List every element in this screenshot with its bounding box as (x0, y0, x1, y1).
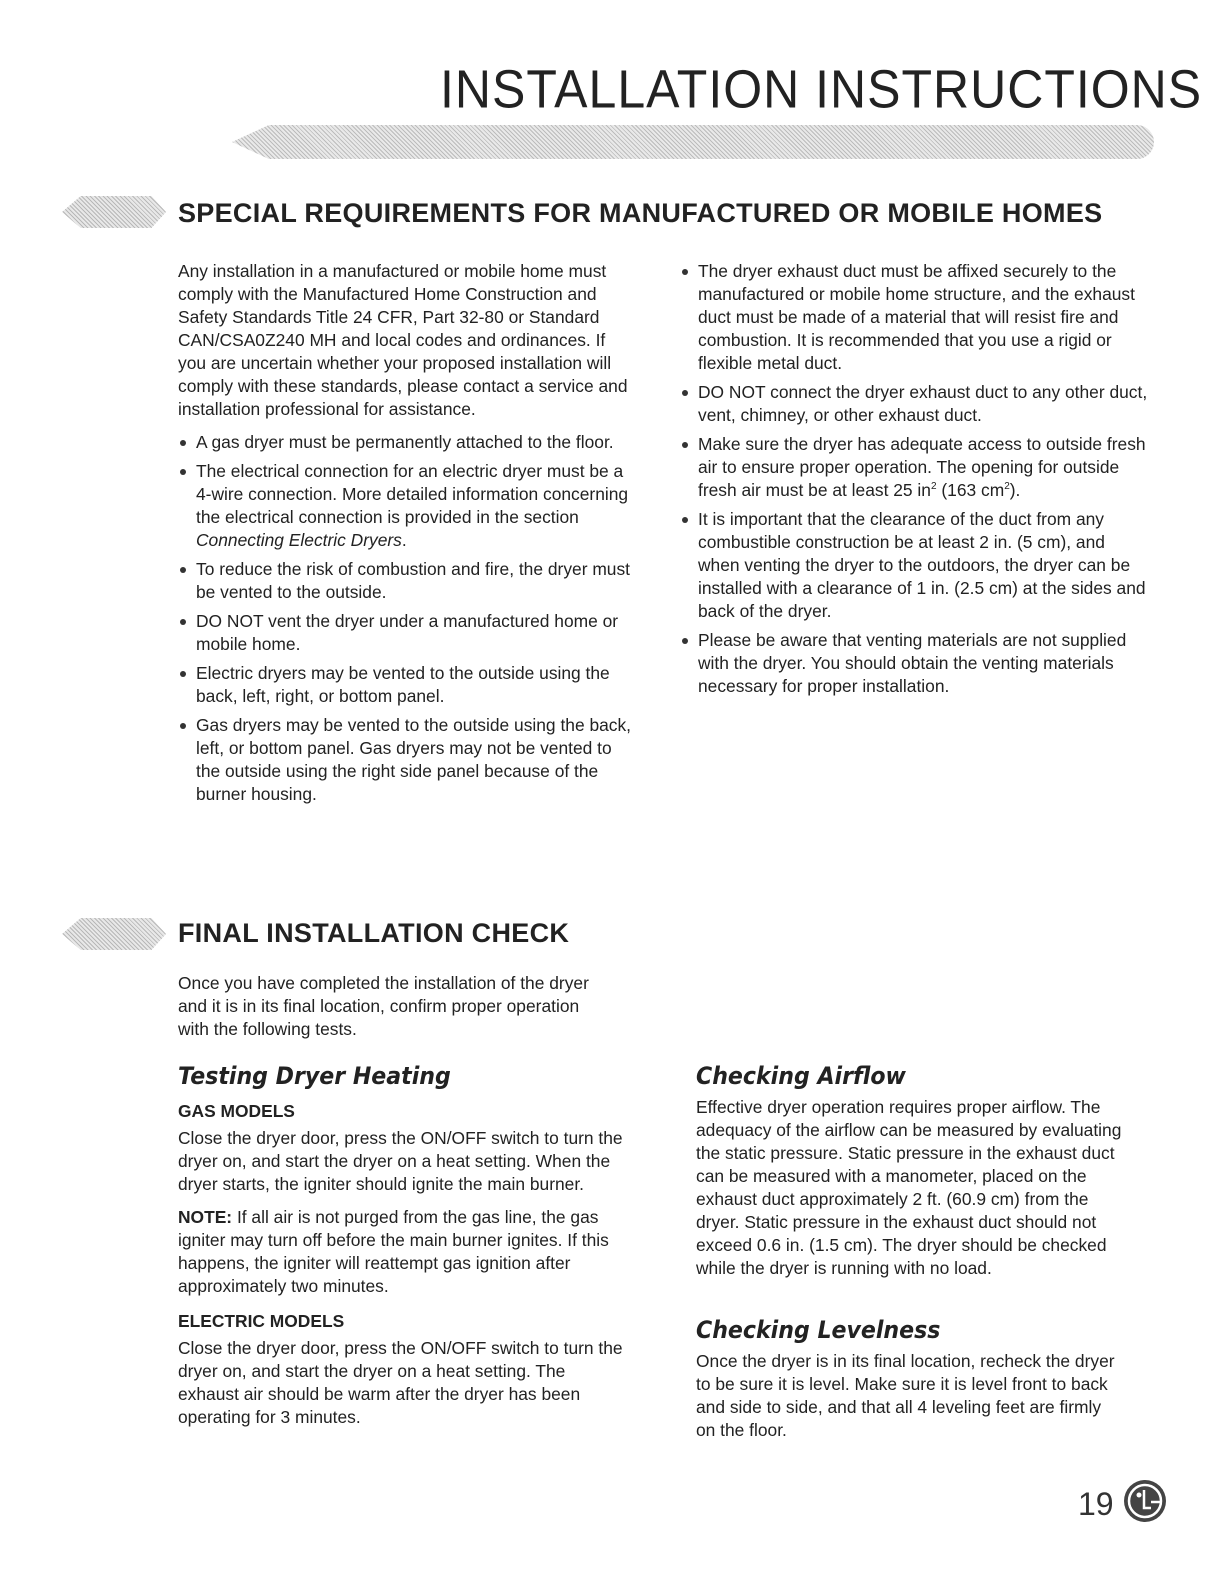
page-number: 19 (1078, 1486, 1114, 1522)
bullet-icon (180, 440, 186, 446)
section-heading-mobile-homes: SPECIAL REQUIREMENTS FOR MANUFACTURED OR MOBILE HOMES (178, 198, 1103, 228)
bullet-icon (180, 723, 186, 729)
bullet-icon (682, 390, 688, 396)
bullet-item: Make sure the dryer has adequate access to outside fresh air to ensure proper operation. The opening for outside fresh air must be at least 25 $in^2$ (163 $cm^2$). (680, 433, 1150, 502)
intro-paragraph: Any installation in a manufactured or mobile home must comply with the Manufactured Home Construction and Safety Standards Title 24 CFR, Part 32-80 or Standard CAN/CSA0Z240 MH and local codes and ordinances. If you are uncertain whether your proposed installation will comply with these standards, please contact a service and installation professional for assistance. (178, 261, 628, 419)
bullet-icon (682, 517, 688, 523)
bullet-icon (180, 671, 186, 677)
testing-heating-title: Testing Dryer Heating (178, 1062, 451, 1090)
bullet-icon (180, 619, 186, 625)
section-heading-final-check: FINAL INSTALLATION CHECK (178, 918, 570, 948)
checking-airflow-text: Effective dryer operation requires proper airflow. The adequacy of the airflow can be measured by evaluating the static pressure. Static pressure in the exhaust duct can be measured with a manometer, placed on the exhaust duct approximately 2 ft. (60.9 cm) from the dryer. Static pressure in the exhaust duct should not exceed 0.6 in. (1.5 cm). The dryer should be checked while the dryer is running with no load. (696, 1097, 1122, 1278)
checking-levelness-text: Once the dryer is in its final location, recheck the dryer to be sure it is level. Make sure it is level front to back and side to side, and that all 4 leveling feet are firmly on the floor. (696, 1351, 1115, 1440)
gas-models-label: GAS MODELS (178, 1101, 295, 1121)
bullet-item: DO NOT connect the dryer exhaust duct to any other duct, vent, chimney, or other exhaust duct. (680, 381, 1150, 427)
note-paragraph: NOTE: If all air is not purged from the gas line, the gas igniter may turn off before the main burner ignites. If this happens, the igniter will reattempt gas ignition after approximately two minutes. (178, 1207, 609, 1296)
checking-levelness-title: Checking Levelness (696, 1316, 941, 1344)
bullet-icon (180, 469, 186, 475)
gas-models-text: Close the dryer door, press the ON/OFF switch to turn the dryer on, and start the dryer on a heat setting. When the dryer starts, the igniter should ignite the main burner. (178, 1128, 623, 1194)
bullet-item: It is important that the clearance of the duct from any combustible construction be at least 2 in. (5 cm), and when venting the dryer to the outdoors, the dryer can be installed with a clearance of 1 in. (2.5 cm) at the sides and back of the dryer. (680, 508, 1150, 623)
right-column (680, 260, 1150, 704)
bullet-item: DO NOT vent the dryer under a manufactured home or mobile home. (178, 610, 638, 656)
bullet-item: The electrical connection for an electric dryer must be a 4-wire connection. More detailed information concerning the electrical connection is provided in the section Connecting Electric Dryers. (178, 460, 638, 552)
bullet-icon (682, 269, 688, 275)
checking-airflow-title: Checking Airflow (696, 1062, 906, 1090)
bullet-icon (180, 567, 186, 573)
bullet-icon (682, 638, 688, 644)
left-column (178, 260, 638, 812)
electric-models-text: Close the dryer door, press the ON/OFF switch to turn the dryer on, and start the dryer on a heat setting. The exhaust air should be warm after the dryer has been operating for 3 minutes. (178, 1338, 623, 1427)
bullet-item: Please be aware that venting materials are not supplied with the dryer. You should obtain the venting materials necessary for proper installation. (680, 629, 1150, 698)
bullet-item: The dryer exhaust duct must be affixed securely to the manufactured or mobile home structure, and the exhaust duct must be made of a material that will resist fire and combustion. It is recommended that you use a rigid or flexible metal duct. (680, 260, 1150, 375)
section-marker-icon (62, 196, 166, 228)
bullet-icon (682, 442, 688, 448)
bullet-item: Electric dryers may be vented to the outside using the back, left, right, or bottom panel. (178, 662, 638, 708)
title-decorative-bar (232, 125, 1154, 159)
final-check-intro: Once you have completed the installation of the dryer and it is in its final location, confirm proper operation with the following tests. (178, 973, 589, 1039)
bullet-item: A gas dryer must be permanently attached to the floor. (178, 431, 638, 454)
bullet-item: To reduce the risk of combustion and fire, the dryer must be vented to the outside. (178, 558, 638, 604)
electric-models-label: ELECTRIC MODELS (178, 1311, 345, 1331)
lg-logo-icon (1122, 1478, 1168, 1524)
bullet-item: Gas dryers may be vented to the outside using the back, left, or bottom panel. Gas dryers may not be vented to the outside using the right side panel because of the burner housing. (178, 714, 638, 806)
section-marker-icon (62, 918, 166, 950)
page-title: INSTALLATION INSTRUCTIONS (440, 58, 1203, 120)
testing-heating-column (178, 1100, 628, 1439)
